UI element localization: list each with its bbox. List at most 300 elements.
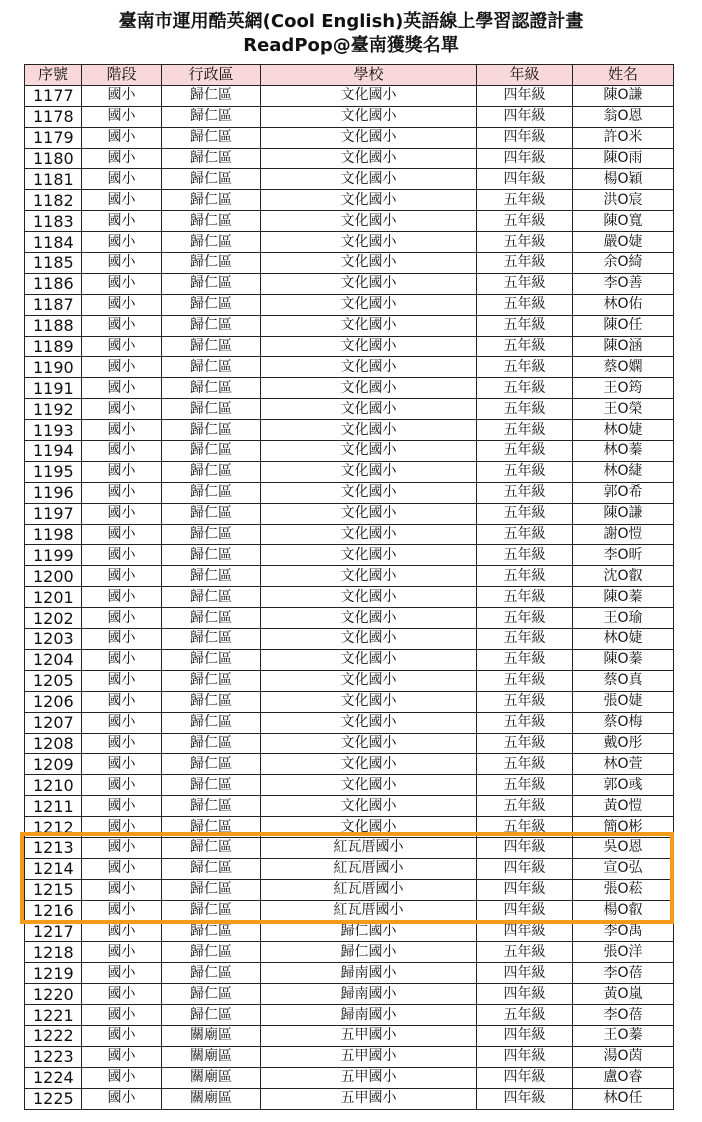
cell-stage: 國小 (82, 85, 162, 106)
table-row (25, 712, 674, 733)
cell-grade: 五年級 (477, 482, 573, 503)
cell-name: 李O蓓 (573, 1005, 674, 1026)
cell-name: 吳O恩 (573, 837, 674, 858)
cell-grade: 五年級 (477, 273, 573, 294)
cell-grade: 五年級 (477, 733, 573, 754)
cell-school: 文化國小 (261, 503, 477, 524)
cell-name: 王O蓁 (573, 1025, 674, 1046)
cell-grade: 五年級 (477, 294, 573, 315)
cell-district: 歸仁區 (162, 858, 261, 879)
cell-grade: 五年級 (477, 712, 573, 733)
cell-school: 文化國小 (261, 629, 477, 650)
cell-name: 林O佑 (573, 294, 674, 315)
cell-stage: 國小 (82, 775, 162, 796)
cell-name: 簡O彬 (573, 817, 674, 838)
table-row (25, 879, 674, 900)
header-stage: 階段 (82, 65, 162, 86)
cell-school: 文化國小 (261, 587, 477, 608)
cell-seq: 1211 (25, 796, 82, 817)
cell-grade: 五年級 (477, 503, 573, 524)
cell-grade: 五年級 (477, 190, 573, 211)
cell-seq: 1192 (25, 399, 82, 420)
cell-seq: 1202 (25, 608, 82, 629)
cell-district: 歸仁區 (162, 1005, 261, 1026)
cell-stage: 國小 (82, 691, 162, 712)
cell-seq: 1181 (25, 169, 82, 190)
cell-stage: 國小 (82, 900, 162, 921)
cell-school: 文化國小 (261, 775, 477, 796)
cell-school: 文化國小 (261, 399, 477, 420)
cell-district: 關廟區 (162, 1088, 261, 1109)
cell-stage: 國小 (82, 566, 162, 587)
cell-grade: 四年級 (477, 1088, 573, 1109)
cell-stage: 國小 (82, 670, 162, 691)
cell-name: 楊O穎 (573, 169, 674, 190)
cell-name: 李O蓓 (573, 963, 674, 984)
cell-seq: 1183 (25, 211, 82, 232)
cell-grade: 五年級 (477, 336, 573, 357)
cell-stage: 國小 (82, 106, 162, 127)
cell-stage: 國小 (82, 963, 162, 984)
cell-district: 歸仁區 (162, 608, 261, 629)
cell-district: 關廟區 (162, 1025, 261, 1046)
cell-stage: 國小 (82, 273, 162, 294)
cell-name: 湯O茵 (573, 1046, 674, 1067)
cell-school: 文化國小 (261, 169, 477, 190)
cell-school: 文化國小 (261, 545, 477, 566)
table-row (25, 649, 674, 670)
table-row (25, 106, 674, 127)
cell-seq: 1220 (25, 984, 82, 1005)
cell-grade: 五年級 (477, 545, 573, 566)
cell-stage: 國小 (82, 169, 162, 190)
cell-name: 蔡O真 (573, 670, 674, 691)
cell-school: 歸南國小 (261, 963, 477, 984)
cell-stage: 國小 (82, 629, 162, 650)
cell-name: 黃O愷 (573, 796, 674, 817)
cell-name: 李O善 (573, 273, 674, 294)
cell-stage: 國小 (82, 148, 162, 169)
cell-stage: 國小 (82, 503, 162, 524)
cell-grade: 五年級 (477, 461, 573, 482)
cell-grade: 五年級 (477, 378, 573, 399)
cell-district: 歸仁區 (162, 106, 261, 127)
cell-grade: 五年級 (477, 817, 573, 838)
cell-district: 關廟區 (162, 1046, 261, 1067)
cell-district: 歸仁區 (162, 796, 261, 817)
cell-name: 翁O恩 (573, 106, 674, 127)
cell-school: 五甲國小 (261, 1067, 477, 1088)
table-row (25, 900, 674, 921)
cell-seq: 1193 (25, 420, 82, 441)
cell-name: 王O瑜 (573, 608, 674, 629)
table-row (25, 148, 674, 169)
cell-grade: 五年級 (477, 796, 573, 817)
cell-seq: 1206 (25, 691, 82, 712)
cell-stage: 國小 (82, 879, 162, 900)
cell-school: 歸仁國小 (261, 942, 477, 963)
cell-name: 張O洋 (573, 942, 674, 963)
document-title: 臺南市運用酷英網(Cool English)英語線上學習認證計畫 (118, 11, 584, 32)
cell-district: 歸仁區 (162, 461, 261, 482)
cell-name: 洪O宸 (573, 190, 674, 211)
cell-school: 文化國小 (261, 566, 477, 587)
cell-grade: 五年級 (477, 608, 573, 629)
cell-district: 歸仁區 (162, 566, 261, 587)
cell-seq: 1188 (25, 315, 82, 336)
cell-district: 歸仁區 (162, 712, 261, 733)
award-list-table (24, 64, 674, 1110)
table-row (25, 921, 674, 942)
cell-school: 歸南國小 (261, 1005, 477, 1026)
table-row (25, 858, 674, 879)
cell-district: 歸仁區 (162, 503, 261, 524)
cell-name: 陳O蓁 (573, 649, 674, 670)
cell-seq: 1195 (25, 461, 82, 482)
cell-name: 黃O嵐 (573, 984, 674, 1005)
cell-stage: 國小 (82, 733, 162, 754)
cell-stage: 國小 (82, 378, 162, 399)
cell-grade: 四年級 (477, 858, 573, 879)
cell-stage: 國小 (82, 357, 162, 378)
cell-grade: 五年級 (477, 754, 573, 775)
cell-district: 歸仁區 (162, 357, 261, 378)
cell-name: 蔡O嫻 (573, 357, 674, 378)
table-row (25, 482, 674, 503)
cell-grade: 五年級 (477, 357, 573, 378)
cell-grade: 五年級 (477, 566, 573, 587)
cell-school: 五甲國小 (261, 1088, 477, 1109)
cell-school: 紅瓦厝國小 (261, 837, 477, 858)
table-row (25, 336, 674, 357)
cell-seq: 1221 (25, 1005, 82, 1026)
cell-grade: 四年級 (477, 879, 573, 900)
cell-stage: 國小 (82, 524, 162, 545)
header-district: 行政區 (162, 65, 261, 86)
cell-name: 沈O叡 (573, 566, 674, 587)
cell-grade: 五年級 (477, 775, 573, 796)
table-row (25, 608, 674, 629)
cell-district: 歸仁區 (162, 837, 261, 858)
cell-stage: 國小 (82, 712, 162, 733)
table-row (25, 587, 674, 608)
cell-district: 歸仁區 (162, 984, 261, 1005)
cell-grade: 五年級 (477, 942, 573, 963)
cell-district: 歸仁區 (162, 253, 261, 274)
cell-district: 歸仁區 (162, 670, 261, 691)
cell-stage: 國小 (82, 461, 162, 482)
cell-seq: 1210 (25, 775, 82, 796)
cell-seq: 1200 (25, 566, 82, 587)
cell-stage: 國小 (82, 253, 162, 274)
cell-school: 文化國小 (261, 315, 477, 336)
cell-stage: 國小 (82, 190, 162, 211)
cell-name: 林O蓁 (573, 441, 674, 462)
cell-district: 歸仁區 (162, 629, 261, 650)
cell-grade: 四年級 (477, 148, 573, 169)
cell-seq: 1180 (25, 148, 82, 169)
cell-grade: 五年級 (477, 1005, 573, 1026)
cell-name: 林O任 (573, 1088, 674, 1109)
cell-grade: 五年級 (477, 670, 573, 691)
cell-stage: 國小 (82, 587, 162, 608)
cell-district: 歸仁區 (162, 85, 261, 106)
table-row (25, 378, 674, 399)
cell-name: 郭O彧 (573, 775, 674, 796)
cell-name: 王O筠 (573, 378, 674, 399)
table-row (25, 1088, 674, 1109)
cell-district: 歸仁區 (162, 649, 261, 670)
cell-school: 文化國小 (261, 336, 477, 357)
cell-grade: 四年級 (477, 1025, 573, 1046)
cell-school: 文化國小 (261, 712, 477, 733)
cell-stage: 國小 (82, 1005, 162, 1026)
cell-school: 文化國小 (261, 608, 477, 629)
cell-seq: 1215 (25, 879, 82, 900)
cell-grade: 五年級 (477, 441, 573, 462)
cell-seq: 1218 (25, 942, 82, 963)
cell-seq: 1197 (25, 503, 82, 524)
table-row (25, 566, 674, 587)
cell-grade: 四年級 (477, 963, 573, 984)
cell-district: 歸仁區 (162, 399, 261, 420)
header-seq: 序號 (25, 65, 82, 86)
cell-name: 嚴O婕 (573, 232, 674, 253)
cell-seq: 1213 (25, 837, 82, 858)
cell-grade: 五年級 (477, 524, 573, 545)
cell-school: 文化國小 (261, 148, 477, 169)
table-row (25, 733, 674, 754)
cell-grade: 四年級 (477, 1046, 573, 1067)
cell-grade: 五年級 (477, 232, 573, 253)
cell-seq: 1190 (25, 357, 82, 378)
cell-grade: 四年級 (477, 900, 573, 921)
cell-grade: 四年級 (477, 837, 573, 858)
table-row (25, 1025, 674, 1046)
cell-school: 五甲國小 (261, 1046, 477, 1067)
table-row (25, 1046, 674, 1067)
table-row (25, 169, 674, 190)
cell-stage: 國小 (82, 482, 162, 503)
table-row (25, 253, 674, 274)
cell-school: 紅瓦厝國小 (261, 858, 477, 879)
cell-grade: 五年級 (477, 253, 573, 274)
cell-stage: 國小 (82, 796, 162, 817)
cell-stage: 國小 (82, 336, 162, 357)
cell-district: 歸仁區 (162, 378, 261, 399)
cell-stage: 國小 (82, 858, 162, 879)
cell-seq: 1204 (25, 649, 82, 670)
cell-seq: 1219 (25, 963, 82, 984)
cell-grade: 四年級 (477, 169, 573, 190)
cell-district: 歸仁區 (162, 420, 261, 441)
table-row (25, 963, 674, 984)
cell-name: 盧O睿 (573, 1067, 674, 1088)
cell-district: 歸仁區 (162, 879, 261, 900)
cell-school: 文化國小 (261, 378, 477, 399)
cell-stage: 國小 (82, 1025, 162, 1046)
cell-seq: 1222 (25, 1025, 82, 1046)
table-row (25, 1067, 674, 1088)
cell-name: 謝O愷 (573, 524, 674, 545)
table-row (25, 942, 674, 963)
cell-seq: 1182 (25, 190, 82, 211)
cell-name: 李O昕 (573, 545, 674, 566)
cell-grade: 五年級 (477, 587, 573, 608)
cell-seq: 1203 (25, 629, 82, 650)
table-row (25, 85, 674, 106)
cell-seq: 1225 (25, 1088, 82, 1109)
cell-district: 歸仁區 (162, 127, 261, 148)
cell-name: 蔡O梅 (573, 712, 674, 733)
cell-seq: 1217 (25, 921, 82, 942)
cell-school: 文化國小 (261, 273, 477, 294)
table-row (25, 754, 674, 775)
table-row (25, 775, 674, 796)
cell-grade: 五年級 (477, 315, 573, 336)
cell-district: 歸仁區 (162, 441, 261, 462)
cell-name: 李O禹 (573, 921, 674, 942)
cell-stage: 國小 (82, 127, 162, 148)
cell-school: 文化國小 (261, 524, 477, 545)
cell-district: 歸仁區 (162, 754, 261, 775)
table-row (25, 420, 674, 441)
cell-name: 陳O涵 (573, 336, 674, 357)
cell-district: 歸仁區 (162, 148, 261, 169)
cell-seq: 1216 (25, 900, 82, 921)
table-row (25, 273, 674, 294)
cell-district: 歸仁區 (162, 733, 261, 754)
cell-grade: 四年級 (477, 85, 573, 106)
cell-school: 文化國小 (261, 691, 477, 712)
cell-seq: 1208 (25, 733, 82, 754)
table-row (25, 441, 674, 462)
cell-district: 歸仁區 (162, 921, 261, 942)
cell-school: 文化國小 (261, 294, 477, 315)
cell-stage: 國小 (82, 942, 162, 963)
cell-grade: 五年級 (477, 399, 573, 420)
cell-name: 林O萱 (573, 754, 674, 775)
cell-stage: 國小 (82, 649, 162, 670)
cell-seq: 1205 (25, 670, 82, 691)
cell-school: 文化國小 (261, 253, 477, 274)
cell-grade: 五年級 (477, 629, 573, 650)
cell-seq: 1194 (25, 441, 82, 462)
header-name: 姓名 (573, 65, 674, 86)
table-row (25, 796, 674, 817)
cell-seq: 1189 (25, 336, 82, 357)
cell-school: 五甲國小 (261, 1025, 477, 1046)
cell-name: 張O菘 (573, 879, 674, 900)
cell-district: 歸仁區 (162, 190, 261, 211)
cell-district: 歸仁區 (162, 817, 261, 838)
cell-school: 文化國小 (261, 357, 477, 378)
header-school: 學校 (261, 65, 477, 86)
table-row (25, 629, 674, 650)
cell-stage: 國小 (82, 294, 162, 315)
cell-school: 文化國小 (261, 733, 477, 754)
cell-name: 王O榮 (573, 399, 674, 420)
cell-district: 歸仁區 (162, 211, 261, 232)
table-row (25, 211, 674, 232)
table-row (25, 1005, 674, 1026)
cell-grade: 五年級 (477, 420, 573, 441)
cell-name: 戴O彤 (573, 733, 674, 754)
table-row (25, 817, 674, 838)
cell-district: 歸仁區 (162, 524, 261, 545)
cell-seq: 1191 (25, 378, 82, 399)
table-row (25, 127, 674, 148)
cell-school: 文化國小 (261, 817, 477, 838)
cell-seq: 1186 (25, 273, 82, 294)
cell-grade: 四年級 (477, 1067, 573, 1088)
cell-district: 歸仁區 (162, 587, 261, 608)
cell-district: 歸仁區 (162, 942, 261, 963)
cell-stage: 國小 (82, 921, 162, 942)
table-row (25, 503, 674, 524)
cell-name: 陳O謙 (573, 503, 674, 524)
cell-school: 文化國小 (261, 461, 477, 482)
cell-school: 文化國小 (261, 211, 477, 232)
cell-grade: 五年級 (477, 649, 573, 670)
cell-stage: 國小 (82, 1067, 162, 1088)
cell-school: 文化國小 (261, 190, 477, 211)
cell-stage: 國小 (82, 211, 162, 232)
table-header-row (25, 65, 674, 86)
table-row (25, 315, 674, 336)
cell-stage: 國小 (82, 608, 162, 629)
cell-name: 陳O謙 (573, 85, 674, 106)
cell-school: 文化國小 (261, 441, 477, 462)
cell-seq: 1179 (25, 127, 82, 148)
cell-school: 文化國小 (261, 127, 477, 148)
cell-school: 歸南國小 (261, 984, 477, 1005)
cell-stage: 國小 (82, 420, 162, 441)
cell-name: 張O婕 (573, 691, 674, 712)
cell-seq: 1187 (25, 294, 82, 315)
cell-grade: 四年級 (477, 984, 573, 1005)
cell-stage: 國小 (82, 315, 162, 336)
cell-seq: 1185 (25, 253, 82, 274)
cell-district: 歸仁區 (162, 775, 261, 796)
cell-name: 宣O弘 (573, 858, 674, 879)
cell-seq: 1223 (25, 1046, 82, 1067)
table-row (25, 357, 674, 378)
cell-stage: 國小 (82, 817, 162, 838)
cell-grade: 四年級 (477, 127, 573, 148)
cell-school: 文化國小 (261, 754, 477, 775)
cell-school: 文化國小 (261, 232, 477, 253)
cell-district: 關廟區 (162, 1067, 261, 1088)
cell-school: 文化國小 (261, 482, 477, 503)
cell-stage: 國小 (82, 399, 162, 420)
table-row (25, 670, 674, 691)
cell-name: 陳O寬 (573, 211, 674, 232)
cell-school: 歸仁國小 (261, 921, 477, 942)
cell-district: 歸仁區 (162, 482, 261, 503)
cell-district: 歸仁區 (162, 294, 261, 315)
cell-stage: 國小 (82, 754, 162, 775)
cell-name: 陳O雨 (573, 148, 674, 169)
cell-district: 歸仁區 (162, 336, 261, 357)
cell-district: 歸仁區 (162, 273, 261, 294)
cell-name: 陳O蓁 (573, 587, 674, 608)
cell-seq: 1207 (25, 712, 82, 733)
table-row (25, 190, 674, 211)
cell-name: 陳O任 (573, 315, 674, 336)
table-row (25, 691, 674, 712)
cell-stage: 國小 (82, 984, 162, 1005)
